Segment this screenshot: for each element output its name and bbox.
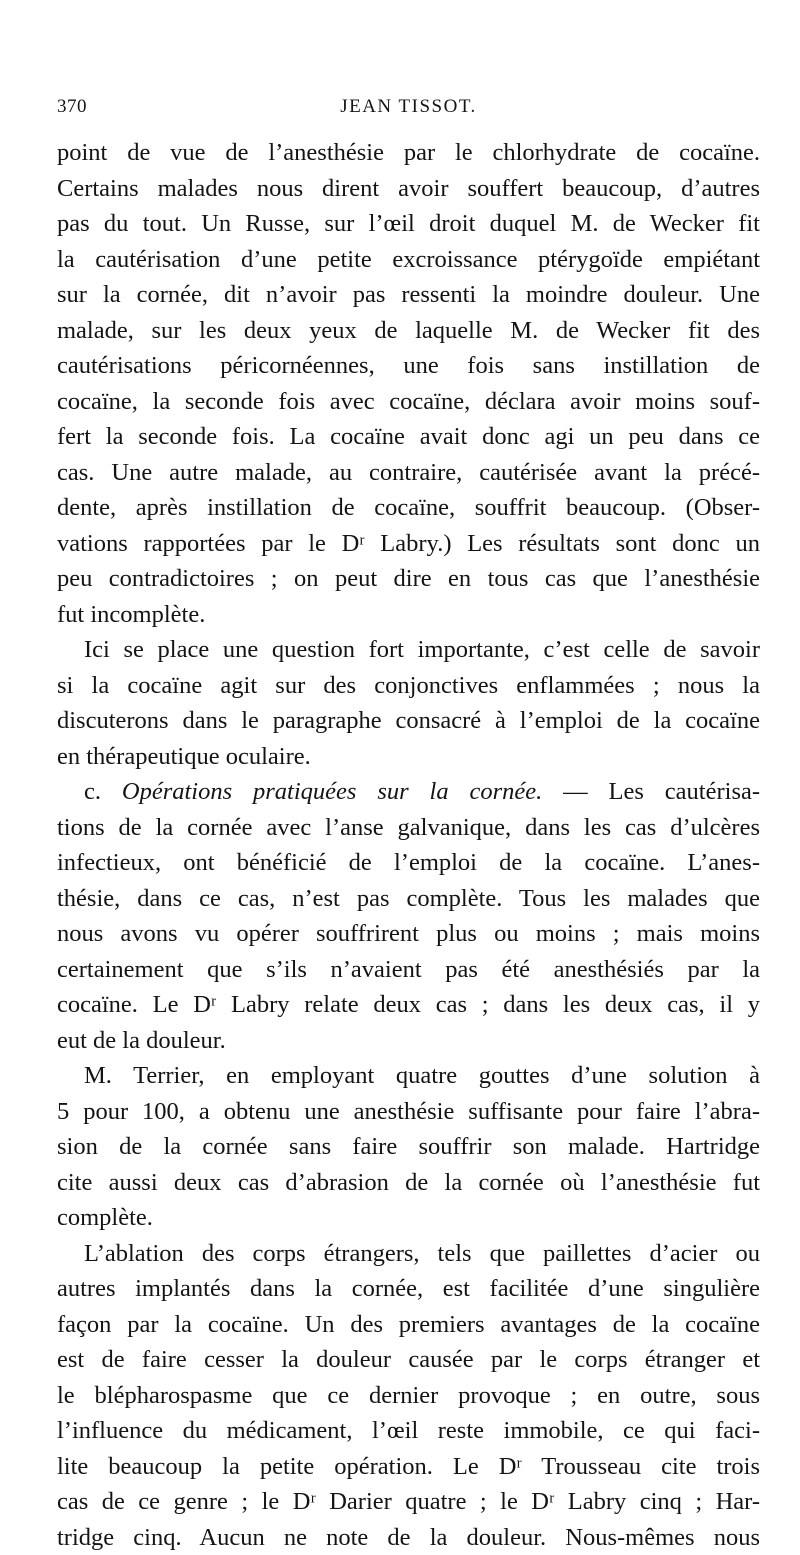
text-line: lite beaucoup la petite opération. Le Dʳ Trousseau cite trois [57, 1449, 760, 1485]
text-line: cite aussi deux cas d’abrasion de la cornée où l’anesthésie fut [57, 1165, 760, 1201]
section-heading-line [57, 774, 760, 810]
text-line: vations rapportées par le Dʳ Labry.) Les résultats sont donc un [57, 526, 760, 562]
text-line: Certains malades nous dirent avoir souffert beaucoup, d’autres [57, 171, 760, 207]
text-line: cas de ce genre ; le Dʳ Darier quatre ; le Dʳ Labry cinq ; Har- [57, 1484, 760, 1520]
text-line: est de faire cesser la douleur causée par le corps étranger et [57, 1342, 760, 1378]
text-line: si la cocaïne agit sur des conjonctives enflammées ; nous la [57, 668, 760, 704]
text-line: M. Terrier, en employant quatre gouttes d’une solution à [57, 1058, 760, 1094]
text-line: cautérisations péricornéennes, une fois sans instillation de [57, 348, 760, 384]
text-line: en thérapeutique oculaire. [57, 739, 760, 775]
text-line: la cautérisation d’une petite excroissance ptérygoïde empiétant [57, 242, 760, 278]
running-head: JEAN TISSOT. [57, 96, 760, 118]
text-line: malade, sur les deux yeux de laquelle M. de Wecker fit des [57, 313, 760, 349]
text-line: infectieux, ont bénéficié de l’emploi de la cocaïne. L’anes- [57, 845, 760, 881]
text-line: peu contradictoires ; on peut dire en tous cas que l’anesthésie [57, 561, 760, 597]
text-line: cocaïne, la seconde fois avec cocaïne, déclara avoir moins souf- [57, 384, 760, 420]
text-line: tridge cinq. Aucun ne note de la douleur. Nous-mêmes nous [57, 1520, 760, 1555]
text-line: discuterons dans le paragraphe consacré à l’emploi de la cocaïne [57, 703, 760, 739]
text-line: pas du tout. Un Russe, sur l’œil droit duquel M. de Wecker fit [57, 206, 760, 242]
text-line: nous avons vu opérer souffrirent plus ou moins ; mais moins [57, 916, 760, 952]
page-number: 370 [57, 96, 87, 118]
text-line: le blépharospasme que ce dernier provoque ; en outre, sous [57, 1378, 760, 1414]
text-line: point de vue de l’anesthésie par le chlorhydrate de cocaïne. [57, 135, 760, 171]
text-line: certainement que s’ils n’avaient pas été anesthésiés par la [57, 952, 760, 988]
text-line: autres implantés dans la cornée, est facilitée d’une singulière [57, 1271, 760, 1307]
text-line: Ici se place une question fort importante, c’est celle de savoir [57, 632, 760, 668]
text-line: eut de la douleur. [57, 1023, 760, 1059]
page-header [57, 96, 760, 122]
text-line: tions de la cornée avec l’anse galvanique, dans les cas d’ulcères [57, 810, 760, 846]
text-line: L’ablation des corps étrangers, tels que paillettes d’acier ou [57, 1236, 760, 1272]
body-text [57, 135, 760, 1555]
text-line: l’influence du médicament, l’œil reste immobile, ce qui faci- [57, 1413, 760, 1449]
text-line: thésie, dans ce cas, n’est pas complète. Tous les malades que [57, 881, 760, 917]
text-line: 5 pour 100, a obtenu une anesthésie suffisante pour faire l’abra- [57, 1094, 760, 1130]
text-line: cocaïne. Le Dʳ Labry relate deux cas ; dans les deux cas, il y [57, 987, 760, 1023]
section-label: c. [84, 778, 101, 805]
section-heading-rest: — Les cautérisa- [563, 778, 760, 805]
text-line: façon par la cocaïne. Un des premiers avantages de la cocaïne [57, 1307, 760, 1343]
text-line: cas. Une autre malade, au contraire, cautérisée avant la précé- [57, 455, 760, 491]
text-line: fut incomplète. [57, 597, 760, 633]
text-line: sur la cornée, dit n’avoir pas ressenti la moindre douleur. Une [57, 277, 760, 313]
text-line: complète. [57, 1200, 760, 1236]
section-title: Opérations pratiquées sur la cornée. [122, 778, 542, 805]
text-line: sion de la cornée sans faire souffrir son malade. Hartridge [57, 1129, 760, 1165]
text-line: fert la seconde fois. La cocaïne avait donc agi un peu dans ce [57, 419, 760, 455]
text-line: dente, après instillation de cocaïne, souffrit beaucoup. (Obser- [57, 490, 760, 526]
